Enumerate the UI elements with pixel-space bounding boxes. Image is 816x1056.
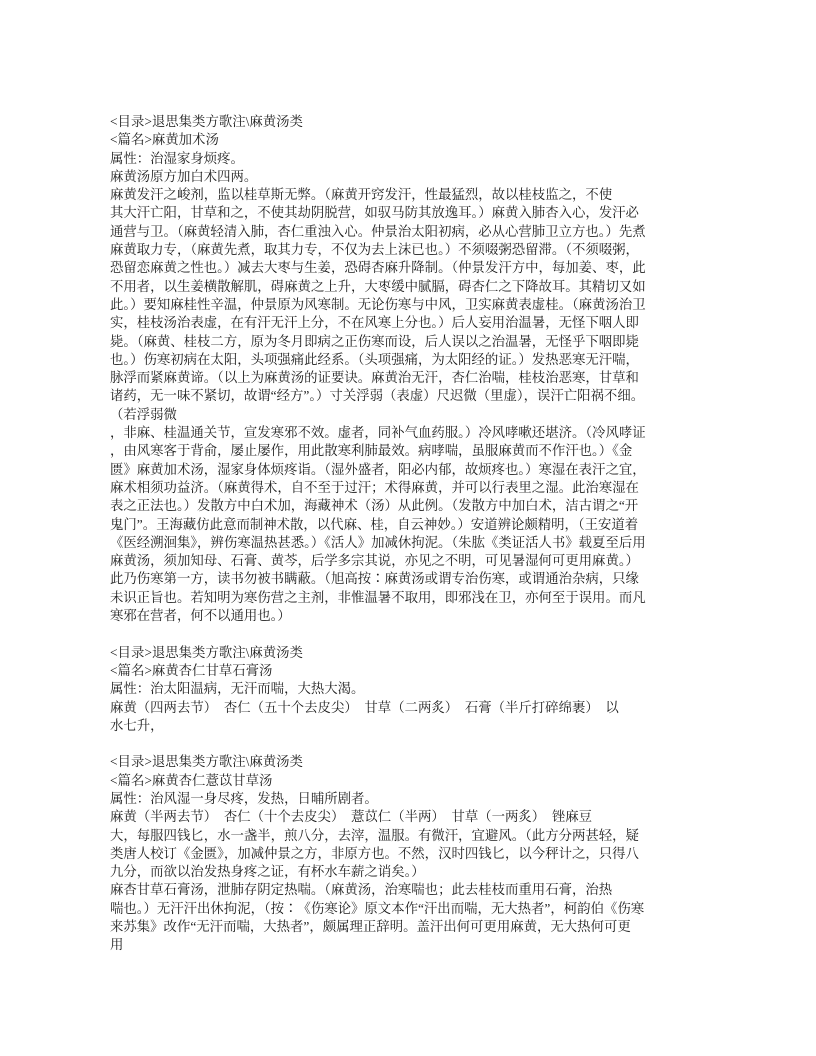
text-line: 大，每服四钱匕，水一盏半，煎八分，去滓，温服。有微汗，宜避风。（此方分两甚轻，疑 [110, 827, 639, 843]
text-line: 麻黄取力专，（麻黄先煮，取其力专，不仅为去上沫已也。）不须啜粥恐留滞。（不须啜粥， [110, 242, 639, 258]
text-line: 麻黄汤，须加知母、石膏、黄芩，后学多宗其说，亦见之不明，可见暑湿何可更用麻黄。） [110, 553, 639, 569]
title-line: <篇名>麻黄加术汤 [110, 132, 219, 148]
text-line: 鬼门”。王海藏仿此意而制神术散，以代麻、桂，自云神妙。）安道辨论颇精明，（王安道着 [110, 516, 639, 532]
text-line: 不用者，以生姜横散解肌，碍麻黄之上升，大枣缓中腻膈，碍杏仁之下降故耳。其精切又如 [110, 278, 646, 294]
section [110, 753, 716, 954]
title-line: <篇名>麻黄杏仁甘草石膏汤 [110, 662, 273, 678]
catalog-line: <目录>退思集类方歌注\麻黄汤类 [110, 114, 303, 129]
text-line: 属性：治风湿一身尽疼，发热，日晡所剧者。 [110, 790, 378, 806]
catalog-line: <目录>退思集类方歌注\麻黄汤类 [110, 754, 303, 770]
text-line: 其大汗亡阳，甘草和之，不使其劫阴脱营，如驭马防其放逸耳。）麻黄入肺杏入心，发汗必 [110, 205, 639, 221]
text-line: 通营与卫。（麻黄轻清入肺，杏仁重浊入心。仲景治太阳初病，必从心营肺卫立方也。）先煮 [110, 223, 646, 239]
text-line: 类唐人校订《金匮》，加减仲景之方，非原方也。不然，汉时四钱匕，以今秤计之，只得八 [110, 845, 639, 861]
text-line: 用 [110, 937, 124, 953]
text-line: 实，桂枝汤治表虚，在有汗无汗上分，不在风寒上分也。）后人妄用治温暑，无怪下咽人即 [110, 315, 639, 331]
text-line: 《医经溯洄集》，辨伤寒温热甚悉。）《活人》加减休拘泥。（朱肱《类证活人书》载夏至后用 [110, 534, 646, 550]
text-line: ，由风寒客于背俞，屡止屡作，用此散寒利肺最效。病哮喘，虽服麻黄而不作汗也。）《金 [110, 443, 633, 459]
text-line: 诸药，无一味不紧切，故谓“经方”。）寸关浮弱（表虚）尺迟微（里虚），误汗亡阳祸不细。 [110, 388, 645, 404]
document-text [110, 113, 716, 955]
text-line: 未识正旨也。若知明为寒伤营之主剂，非惟温暑不取用，即邪浅在卫，亦何至于误用。而凡 [110, 589, 646, 605]
text-line: 麻杏甘草石膏汤，泄肺存阴定热喘。（麻黄汤，治寒喘也；此去桂枝而重用石膏，治热 [110, 882, 613, 898]
text-line: 来苏集》改作“无汗而喘，大热者”，颇属理正辞明。盖汗出何可更用麻黄，无大热何可更 [110, 919, 631, 935]
text-line: 恐留恋麻黄之性也。）减去大枣与生姜，恐碍杏麻升降制。（仲景发汗方中，每加姜、枣，此 [110, 260, 646, 276]
text-line: 水七升， [110, 717, 164, 733]
catalog-line: <目录>退思集类方歌注\麻黄汤类 [110, 644, 303, 660]
text-line: 麻黄（半两去节） 杏仁（十个去皮尖） 薏苡仁（半两） 甘草（一两炙） 锉麻豆 [110, 809, 593, 825]
text-line: 此。）要知麻桂性辛温，仲景原为风寒制。无论伤寒与中风，卫实麻黄表虚桂。（麻黄汤治卫 [110, 296, 646, 312]
text-line: 脉浮而紧麻黄谛。（以上为麻黄汤的证要诀。麻黄治无汗，杏仁治喘，桂枝治恶寒，甘草和 [110, 370, 639, 386]
text-line: 此乃伤寒第一方，读书勿被书瞒蔽。（旭高按∶麻黄汤或谓专治伤寒，或谓通治杂病，只缘 [110, 571, 639, 587]
text-line: 麻术相须功益济。（麻黄得术，自不至于过汗；术得麻黄，并可以行表里之湿。此治寒湿在 [110, 479, 639, 495]
title-line: <篇名>麻黄杏仁薏苡甘草汤 [110, 772, 273, 788]
text-line: 毙。（麻黄、桂枝二方，原为冬月即病之正伤寒而设，后人误以之治温暑，无怪乎下咽即毙 [110, 333, 639, 349]
text-line: ，非麻、桂温通关节，宣发寒邪不效。虚者，同补气血药服。）冷风哮嗽还堪济。（冷风哮证 [110, 425, 646, 441]
text-line: 喘也。）无汗汗出休拘泥，（按∶《伤寒论》原文本作“汗出而喘，无大热者”，柯韵伯《伤寒 [110, 900, 645, 916]
text-line: 九分，而欲以治发热身疼之证，有杯水车薪之诮矣。） [110, 864, 425, 880]
text-line: 属性：治太阳温病，无汗而喘，大热大渴。 [110, 681, 365, 697]
text-line: 匮》麻黄加术汤，湿家身体烦疼诣。（湿外盛者，阳必内郁，故烦疼也。）寒湿在表汗之宜， [110, 461, 646, 477]
text-line: 表之正法也。）发散方中白术加，海藏神术（汤）从此例。（发散方中加白术，洁古谓之“开 [110, 498, 639, 514]
text-line: 麻黄汤原方加白术四两。 [110, 168, 258, 184]
text-line: 麻黄发汗之峻剂，监以桂草斯无弊。（麻黄开窍发汗，性最猛烈，故以桂枝监之，不使 [110, 187, 613, 203]
text-line: 寒邪在营者，何不以通用也。） [110, 608, 291, 624]
text-line: 也。）伤寒初病在太阳，头项强痛此经系。（头项强痛，为太阳经的证。）发热恶寒无汗喘， [110, 351, 639, 367]
text-line: 属性：治湿家身烦疼。 [110, 150, 244, 166]
section [110, 644, 716, 735]
text-line: 麻黄（四两去节） 杏仁（五十个去皮尖） 甘草（二两炙） 石膏（半斤打碎绵裹） 以 [110, 699, 619, 715]
section [110, 113, 716, 625]
text-line: （若浮弱微 [110, 406, 177, 422]
